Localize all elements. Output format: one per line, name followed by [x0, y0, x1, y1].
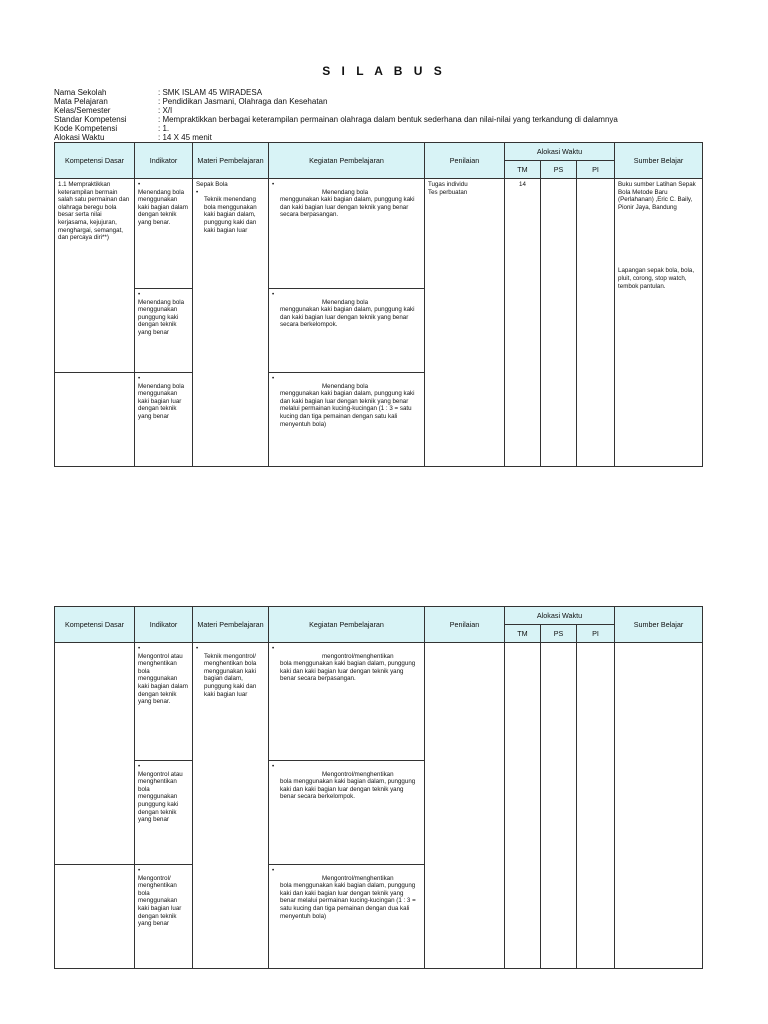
- indikator-cell: [135, 761, 193, 865]
- pi-cell: [577, 643, 615, 969]
- meta-value: : Pendidikan Jasmani, Olahraga dan Kesehatan: [158, 97, 328, 106]
- indikator-text: Mengontrol atau menghentikan bola menggunakan punggung kaki dengan teknik yang benar: [138, 770, 183, 824]
- meta-value: : SMK ISLAM 45 WIRADESA: [158, 88, 263, 97]
- page-title: S I L A B U S: [322, 64, 446, 78]
- header-sumber: Sumber Belajar: [615, 607, 703, 643]
- materi-cell: [193, 643, 269, 969]
- kegiatan-lead: Menendang bola: [322, 382, 369, 390]
- header-alokasi: Alokasi Waktu: [505, 143, 615, 161]
- meta-value: : Mempraktikkan berbagai keterampilan permainan olahraga dalam bentuk sederhana dan nilai-nilai yang terkandung di dalamnya: [158, 115, 618, 124]
- header-materi: Materi Pembelajaran: [193, 607, 269, 643]
- tm-cell: [505, 643, 541, 969]
- header-ps: PS: [541, 625, 577, 643]
- bullet-icon: •: [138, 291, 141, 298]
- kegiatan-cell: [269, 643, 425, 761]
- kegiatan-cell: [269, 373, 425, 467]
- materi-title: Sepak Bola: [196, 181, 228, 188]
- header-tm: TM: [505, 161, 541, 179]
- meta-row-class: [54, 106, 734, 115]
- kegiatan-lead: Mengontrol/menghentikan: [322, 770, 394, 778]
- sumber-text: Lapangan sepak bola, bola, pluit, corong, stop watch, tembok pantulan.: [618, 267, 695, 290]
- meta-label: Kode Kompetensi: [54, 124, 118, 133]
- meta-row-code: [54, 124, 734, 133]
- penilaian-cell: [425, 179, 505, 467]
- indikator-cell: [135, 865, 193, 969]
- kegiatan-text: menggunakan kaki bagian dalam, punggung kaki dan kaki bagian luar dengan teknik yang benar secara berpasangan.: [280, 196, 415, 219]
- header-tm: TM: [505, 625, 541, 643]
- sumber-text: Buku sumber Latihan Sepak Bola Metode Baru (Perlahanan) ,Eric C. Baily, Pionir Jaya, Bandung: [618, 181, 696, 211]
- kegiatan-text: bola menggunakan kaki bagian dalam, punggung kaki dan kaki bagian luar dengan teknik yang benar secara berkelompok.: [280, 778, 416, 801]
- meta-label: Mata Pelajaran: [54, 97, 108, 106]
- header-indikator: Indikator: [135, 143, 193, 179]
- penilaian-cell: [425, 643, 505, 969]
- tm-value: 14: [519, 181, 526, 188]
- header-materi: Materi Pembelajaran: [193, 143, 269, 179]
- meta-row-time: [54, 133, 734, 142]
- kegiatan-cell: [269, 179, 425, 289]
- bullet-icon: •: [272, 763, 275, 770]
- indikator-text: Mengontrol atau menghentikan bola menggunakan kaki bagian dalam dengan teknik yang benar.: [138, 652, 188, 706]
- kompetensi-dasar-text: 1.1 Mempraktikkan keterampilan bermain salah satu permainan dan olahraga beregu bola besar serta nilai kerjasama, kejujuran, menghargai, semangat, dan percaya diri**): [58, 181, 130, 242]
- indikator-text: Menendang bola menggunakan kaki bagian dalam dengan teknik yang benar.: [138, 188, 188, 226]
- indikator-cell: [135, 289, 193, 373]
- meta-label: Nama Sekolah: [54, 88, 107, 97]
- header-ps: PS: [541, 161, 577, 179]
- header-kompetensi: Kompetensi Dasar: [55, 607, 135, 643]
- bullet-icon: •: [138, 181, 141, 188]
- indikator-text: Menendang bola menggunakan punggung kaki dengan teknik yang benar: [138, 298, 185, 336]
- penilaian-text: Tes perbuatan: [428, 188, 468, 196]
- kegiatan-lead: mengontrol/menghentikan: [322, 652, 394, 660]
- bullet-icon: •: [138, 645, 141, 652]
- materi-text: Teknik mengontrol/ menghentikan bola menggunakan kaki bagian dalam, punggung kaki dan kaki bagian luar: [204, 652, 257, 698]
- indikator-cell: [135, 643, 193, 761]
- kegiatan-text: menggunakan kaki bagian dalam, punggung kaki dan kaki bagian luar dengan teknik yang benar secara berkelompok.: [280, 306, 415, 329]
- meta-label: Standar Kompetensi: [54, 115, 127, 124]
- ps-cell: [541, 643, 577, 969]
- header-kompetensi: Kompetensi Dasar: [55, 143, 135, 179]
- bullet-icon: •: [138, 763, 141, 770]
- bullet-icon: •: [272, 291, 275, 298]
- kegiatan-lead: Menendang bola: [322, 298, 369, 306]
- header-pi: PI: [577, 625, 615, 643]
- syllabus-table-2: [54, 606, 703, 969]
- sumber-cell: [615, 179, 703, 467]
- meta-value: : X/I: [158, 106, 173, 115]
- header-indikator: Indikator: [135, 607, 193, 643]
- indikator-text: Mengontrol/ menghentikan bola menggunakan kaki bagian luar dengan teknik yang benar: [138, 874, 182, 928]
- kegiatan-cell: [269, 865, 425, 969]
- header-kegiatan: Kegiatan Pembelajaran: [269, 143, 425, 179]
- bullet-icon: •: [196, 645, 199, 652]
- kompetensi-dasar-cell-empty: [55, 373, 135, 467]
- kompetensi-dasar-cell: [55, 179, 135, 373]
- kegiatan-lead: Menendang bola: [322, 188, 369, 196]
- ps-cell: [541, 179, 577, 467]
- indikator-text: Menendang bola menggunakan kaki bagian luar dengan teknik yang benar: [138, 382, 185, 420]
- kompetensi-dasar-cell-empty: [55, 643, 135, 865]
- header-penilaian: Penilaian: [425, 607, 505, 643]
- kegiatan-text: bola menggunakan kaki bagian dalam, punggung kaki dan kaki bagian luar dengan teknik yang benar secara berpasangan.: [280, 660, 416, 683]
- header-penilaian: Penilaian: [425, 143, 505, 179]
- bullet-icon: •: [272, 181, 275, 188]
- header-pi: PI: [577, 161, 615, 179]
- syllabus-table-1: [54, 142, 703, 467]
- bullet-icon: •: [138, 867, 141, 874]
- kegiatan-lead: Mengontrol/menghentikan: [322, 874, 394, 882]
- meta-row-standard: [54, 115, 734, 124]
- materi-text: Teknik menendang bola menggunakan kaki bagian dalam, punggung kaki dan kaki bagian luar: [204, 196, 257, 234]
- bullet-icon: •: [138, 375, 141, 382]
- header-kegiatan: Kegiatan Pembelajaran: [269, 607, 425, 643]
- meta-label: Alokasi Waktu: [54, 133, 105, 142]
- meta-label: Kelas/Semester: [54, 106, 111, 115]
- tm-cell: [505, 179, 541, 467]
- pi-cell: [577, 179, 615, 467]
- indikator-cell: [135, 179, 193, 289]
- indikator-cell: [135, 373, 193, 467]
- bullet-icon: •: [272, 867, 275, 874]
- header-sumber: Sumber Belajar: [615, 143, 703, 179]
- bullet-icon: •: [272, 375, 275, 382]
- materi-cell: [193, 179, 269, 467]
- kegiatan-cell: [269, 289, 425, 373]
- meta-value: : 14 X 45 menit: [158, 133, 212, 142]
- meta-row-school: [54, 88, 734, 97]
- penilaian-text: Tugas individu: [428, 181, 468, 188]
- meta-value: : 1.: [158, 124, 170, 133]
- sumber-cell: [615, 643, 703, 969]
- kegiatan-text: menggunakan kaki bagian dalam, punggung kaki dan kaki bagian luar dengan teknik yang benar melalui permainan kucing-kucingan (1 : 3 = satu kucing dan tiga pemainan dengan satu kali menyentuh bola): [280, 390, 415, 428]
- syllabus-meta: [54, 88, 734, 142]
- kompetensi-dasar-cell-empty: [55, 865, 135, 969]
- kegiatan-cell: [269, 761, 425, 865]
- header-alokasi: Alokasi Waktu: [505, 607, 615, 625]
- bullet-icon: •: [272, 645, 275, 652]
- kegiatan-text: bola menggunakan kaki bagian dalam, punggung kaki dan kaki bagian luar dengan teknik yang benar melalui permainan kucing-kucingan (1 : 3 = satu kucing dan tiga pemainan dengan dua kali menyentuh bola): [280, 882, 416, 920]
- meta-row-subject: [54, 97, 734, 106]
- bullet-icon: •: [196, 188, 199, 196]
